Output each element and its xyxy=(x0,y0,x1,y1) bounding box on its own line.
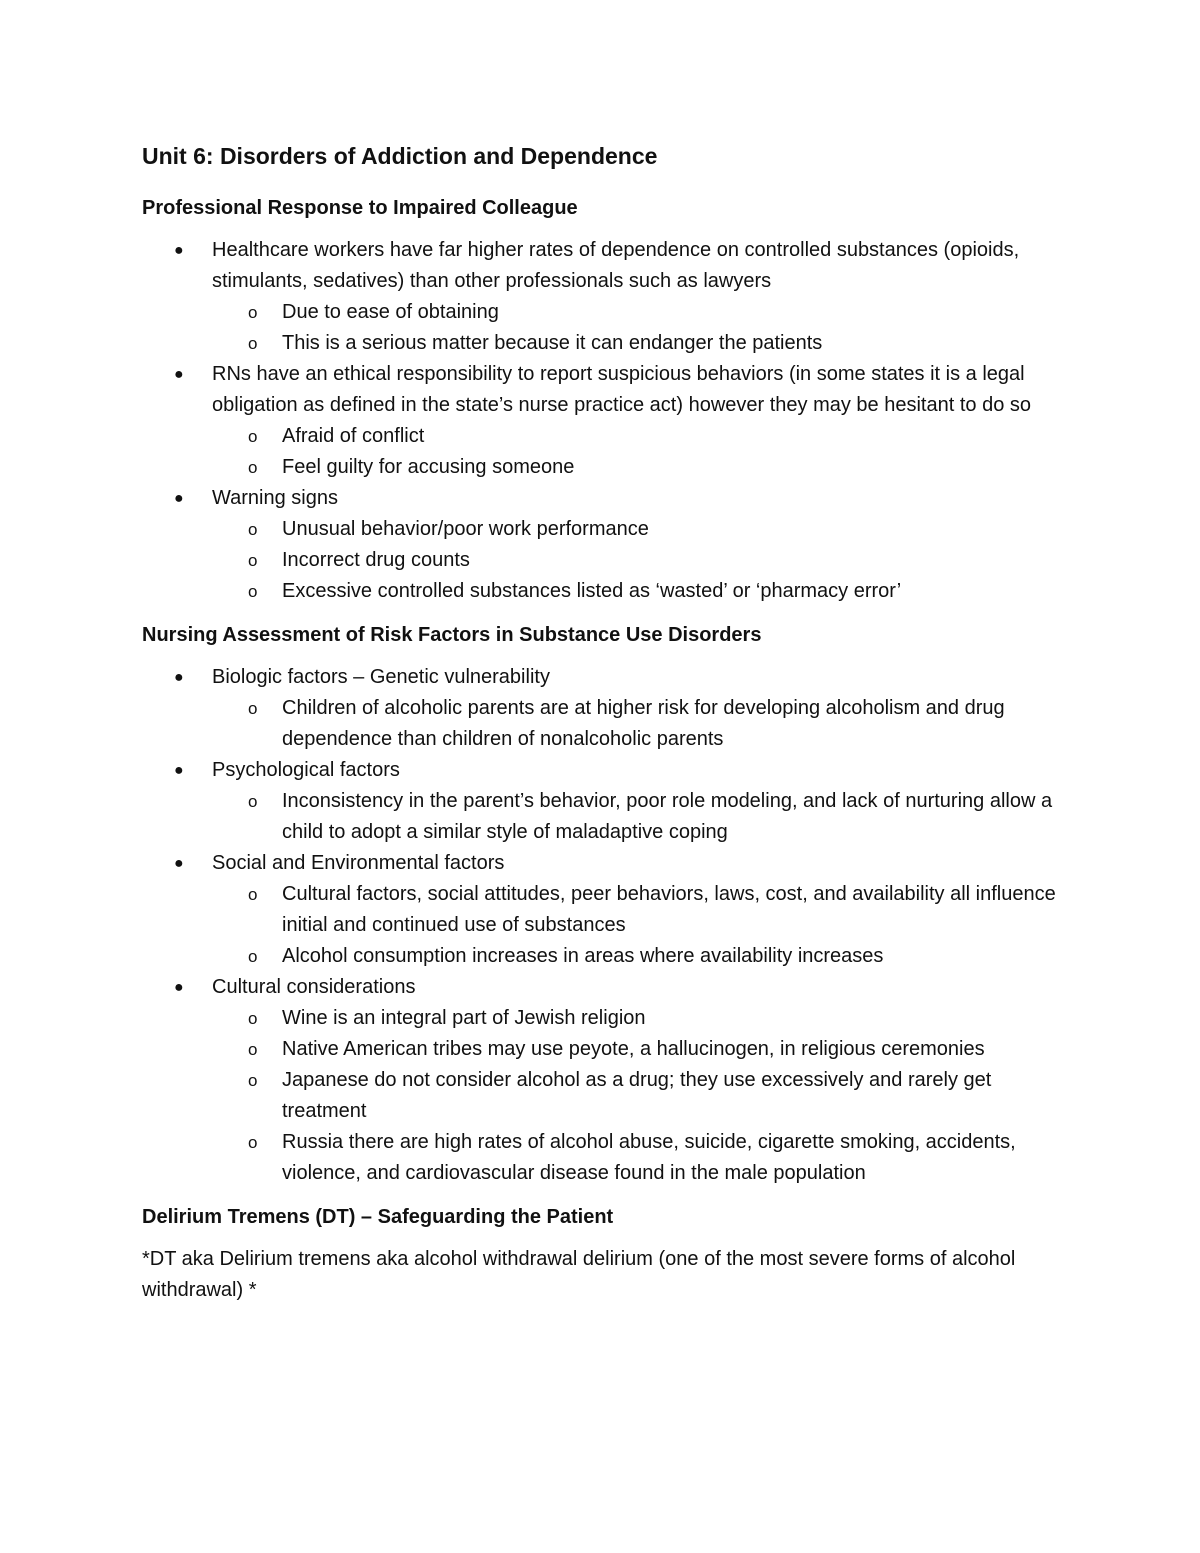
sub-bullet-text: Afraid of conflict xyxy=(282,425,425,448)
section-heading: Nursing Assessment of Risk Factors in Substance Use Disorders xyxy=(142,624,762,647)
document-title: Unit 6: Disorders of Addiction and Dependence xyxy=(142,143,658,169)
sub-bullet-text: This is a serious matter because it can endanger the patients xyxy=(282,332,823,355)
note-paragraph: *DT aka Delirium tremens aka alcohol withdrawal delirium (one of the most severe forms of alcohol withdrawal) * xyxy=(142,1248,1016,1302)
sub-bullet-text: Inconsistency in the parent’s behavior, poor role modeling, and lack of nurturing allow a child to adopt a similar style of maladaptive coping xyxy=(282,790,1053,844)
sub-bullet-text: Cultural factors, social attitudes, peer behaviors, laws, cost, and availability all influence initial and continued use of substances xyxy=(282,883,1056,937)
sub-bullet-marker-icon: o xyxy=(248,1040,258,1060)
bullet-marker-icon: ● xyxy=(174,855,184,873)
sub-bullet-marker-icon: o xyxy=(248,427,258,447)
sub-bullet-marker-icon: o xyxy=(248,303,258,323)
bullet-item xyxy=(142,972,1062,1189)
sub-bullet-item xyxy=(212,297,1062,328)
sub-bullet-text: Russia there are high rates of alcohol abuse, suicide, cigarette smoking, accidents, violence, and cardiovascular disease found in the male population xyxy=(282,1131,1016,1185)
sub-bullet-item xyxy=(212,786,1062,848)
sub-bullet-marker-icon: o xyxy=(248,551,258,571)
sub-bullet-marker-icon: o xyxy=(248,699,258,719)
sub-bullet-text: Wine is an integral part of Jewish religion xyxy=(282,1007,646,1030)
sub-bullet-item xyxy=(212,941,1062,972)
sub-bullet-list xyxy=(212,1003,1062,1189)
bullet-item xyxy=(142,235,1062,359)
document-page xyxy=(142,140,1062,1320)
sub-bullet-item xyxy=(212,514,1062,545)
sub-bullet-text: Incorrect drug counts xyxy=(282,549,470,572)
sub-bullet-list xyxy=(212,297,1062,359)
bullet-marker-icon: ● xyxy=(174,366,184,384)
bullet-text: Warning signs xyxy=(212,487,338,510)
document-body xyxy=(142,194,1062,1306)
bullet-text: Social and Environmental factors xyxy=(212,852,505,875)
section-heading: Delirium Tremens (DT) – Safeguarding the Patient xyxy=(142,1206,614,1229)
sub-bullet-list xyxy=(212,514,1062,607)
bullet-list xyxy=(142,662,1062,1189)
bullet-marker-icon: ● xyxy=(174,242,184,260)
sub-bullet-list xyxy=(212,421,1062,483)
sub-bullet-marker-icon: o xyxy=(248,334,258,354)
section xyxy=(142,621,1062,1189)
sub-bullet-text: Children of alcoholic parents are at higher risk for developing alcoholism and drug dependence than children of nonalcoholic parents xyxy=(282,697,1005,751)
sub-bullet-list xyxy=(212,786,1062,848)
sub-bullet-item xyxy=(212,545,1062,576)
bullet-item xyxy=(142,483,1062,607)
sub-bullet-item xyxy=(212,879,1062,941)
sub-bullet-item xyxy=(212,328,1062,359)
sub-bullet-marker-icon: o xyxy=(248,582,258,602)
sub-bullet-text: Alcohol consumption increases in areas where availability increases xyxy=(282,945,884,968)
bullet-item xyxy=(142,662,1062,755)
bullet-text: Healthcare workers have far higher rates of dependence on controlled substances (opioids, stimulants, sedatives) than other professionals such as lawyers xyxy=(212,239,1020,293)
sub-bullet-marker-icon: o xyxy=(248,458,258,478)
section xyxy=(142,194,1062,607)
sub-bullet-item xyxy=(212,1065,1062,1127)
bullet-text: Psychological factors xyxy=(212,759,400,782)
sub-bullet-text: Unusual behavior/poor work performance xyxy=(282,518,649,541)
section xyxy=(142,1203,1062,1306)
sub-bullet-text: Due to ease of obtaining xyxy=(282,301,499,324)
bullet-list xyxy=(142,235,1062,607)
sub-bullet-item xyxy=(212,693,1062,755)
sub-bullet-text: Japanese do not consider alcohol as a drug; they use excessively and rarely get treatment xyxy=(282,1069,992,1123)
bullet-text: Cultural considerations xyxy=(212,976,416,999)
bullet-marker-icon: ● xyxy=(174,762,184,780)
sub-bullet-marker-icon: o xyxy=(248,1071,258,1091)
sub-bullet-item xyxy=(212,1127,1062,1189)
bullet-text: RNs have an ethical responsibility to report suspicious behaviors (in some states it is a legal obligation as defined in the state’s nurse practice act) however they may be hesitant to do so xyxy=(212,363,1032,417)
sub-bullet-item xyxy=(212,1003,1062,1034)
sub-bullet-item xyxy=(212,421,1062,452)
sub-bullet-marker-icon: o xyxy=(248,792,258,812)
sub-bullet-text: Excessive controlled substances listed as ‘wasted’ or ‘pharmacy error’ xyxy=(282,580,902,603)
bullet-marker-icon: ● xyxy=(174,979,184,997)
section-heading: Professional Response to Impaired Colleague xyxy=(142,197,578,220)
bullet-item xyxy=(142,848,1062,972)
sub-bullet-item xyxy=(212,576,1062,607)
bullet-marker-icon: ● xyxy=(174,669,184,687)
sub-bullet-item xyxy=(212,452,1062,483)
sub-bullet-text: Native American tribes may use peyote, a hallucinogen, in religious ceremonies xyxy=(282,1038,985,1061)
bullet-item xyxy=(142,359,1062,483)
sub-bullet-marker-icon: o xyxy=(248,1133,258,1153)
bullet-item xyxy=(142,755,1062,848)
bullet-text: Biologic factors – Genetic vulnerability xyxy=(212,666,550,689)
sub-bullet-list xyxy=(212,879,1062,972)
bullet-marker-icon: ● xyxy=(174,490,184,508)
sub-bullet-list xyxy=(212,693,1062,755)
sub-bullet-item xyxy=(212,1034,1062,1065)
sub-bullet-marker-icon: o xyxy=(248,520,258,540)
sub-bullet-text: Feel guilty for accusing someone xyxy=(282,456,575,479)
sub-bullet-marker-icon: o xyxy=(248,947,258,967)
sub-bullet-marker-icon: o xyxy=(248,885,258,905)
sub-bullet-marker-icon: o xyxy=(248,1009,258,1029)
